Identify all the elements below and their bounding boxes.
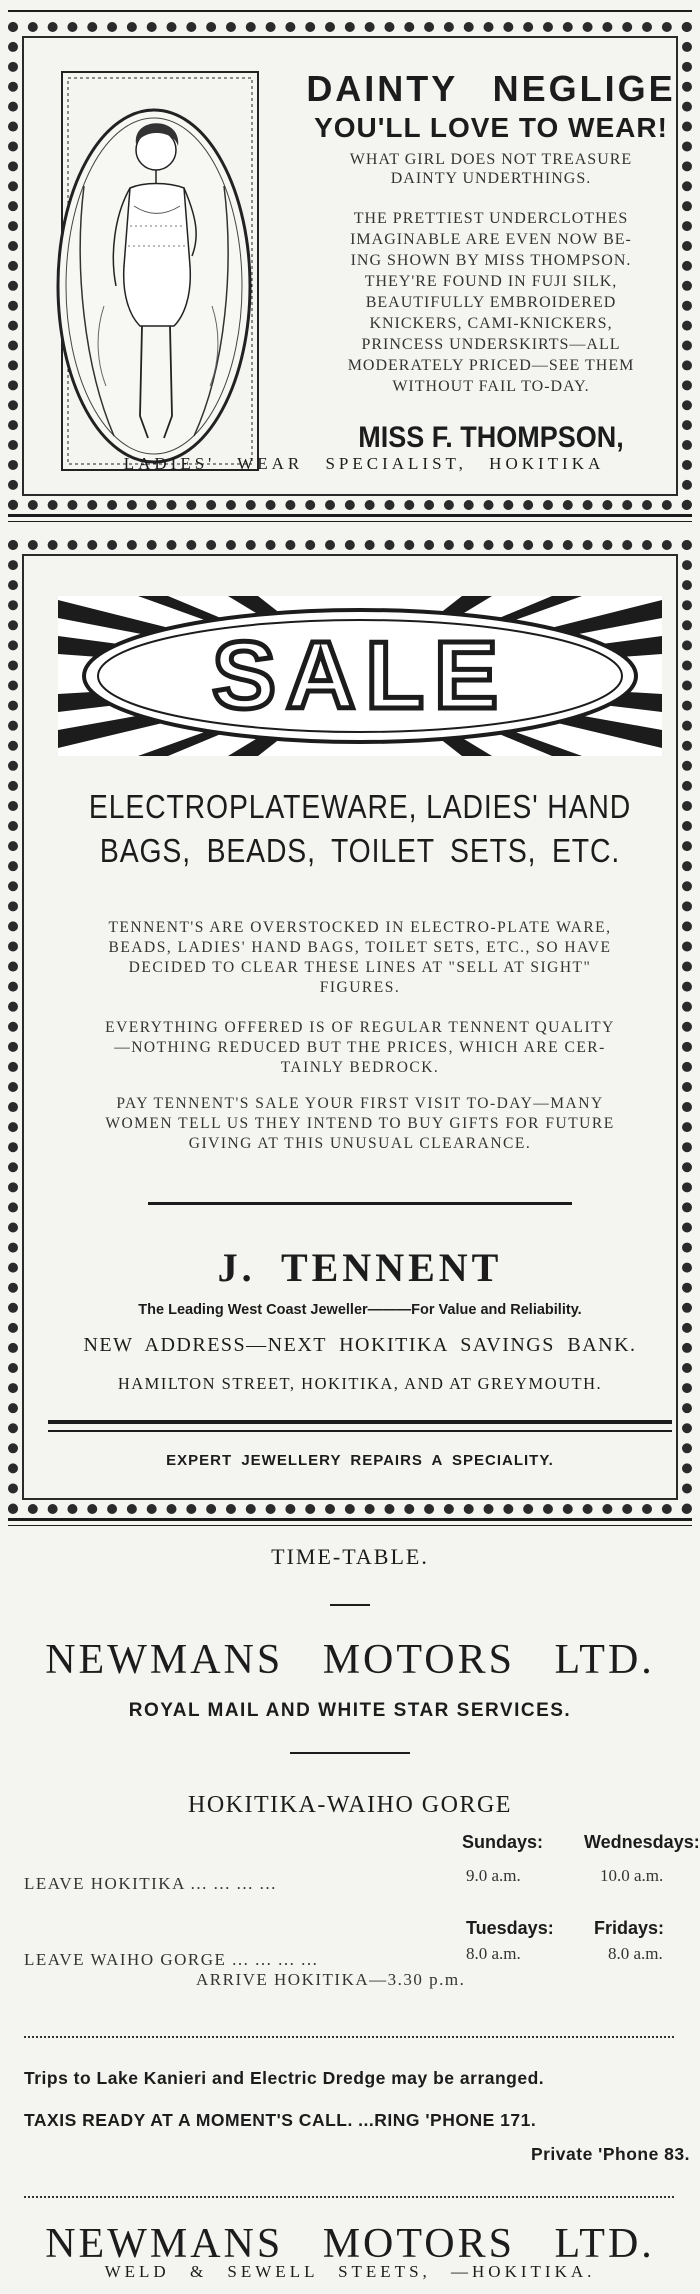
- day-label: Sundays:: [462, 1832, 544, 1852]
- footer-address: WELD & SEWELL STEETS, —HOKITIKA.: [104, 2262, 596, 2281]
- sale-para-line: BEADS, LADIES' HAND BAGS, TOILET SETS, ETC., SO HAVE: [108, 939, 612, 956]
- ad1-shop-name: MISS F. THOMPSON,: [358, 421, 624, 454]
- day-label: Tuesdays:: [466, 1918, 554, 1938]
- taxis-note: TAXIS READY AT A MOMENT'S CALL. ...RING 'PHONE 171.: [24, 2110, 537, 2130]
- route-heading: HOKITIKA-WAIHO GORGE: [188, 1792, 512, 1818]
- sale-heading-line: ELECTROPLATEWARE, LADIES' HAND: [88, 788, 632, 825]
- sale-paragraph-2: [58, 1018, 662, 1078]
- firm-leading-line: The Leading West Coast Jeweller———For Value and Reliability.: [138, 1302, 582, 1318]
- ad1-body-line: PRINCESS UNDERSKIRTS—ALL: [361, 336, 621, 353]
- dotted-rule: [24, 2196, 674, 2198]
- sale-para-line: GIVING AT THIS UNUSUAL CLEARANCE.: [188, 1135, 532, 1152]
- departure-time: 8.0 a.m.: [608, 1944, 663, 1963]
- repairs-speciality: EXPERT JEWELLERY REPAIRS A SPECIALITY.: [166, 1452, 554, 1469]
- leave-waiho-label: LEAVE WAIHO GORGE ... ... ... ...: [24, 1950, 319, 1969]
- ad1-subheadline: YOU'LL LOVE TO WEAR!: [314, 112, 668, 143]
- departure-time: 9.0 a.m.: [466, 1866, 521, 1885]
- day-label: Fridays:: [594, 1918, 665, 1938]
- services-line: ROYAL MAIL AND WHITE STAR SERVICES.: [128, 1700, 572, 1721]
- ad1-intro-line: WHAT GIRL DOES NOT TREASURE: [349, 151, 633, 168]
- lingerie-illustration: [44, 66, 274, 476]
- short-rule: [330, 1604, 370, 1606]
- private-phone: Private 'Phone 83.: [530, 2144, 690, 2164]
- ad1-body-line: THE PRETTIEST UNDERCLOTHES: [353, 210, 629, 227]
- sale-advertisement: [8, 540, 692, 1514]
- ad1-headline: DAINTY NEGLIGE: [306, 68, 676, 109]
- sale-paragraph-3: [58, 1094, 662, 1154]
- timetable-title: TIME-TABLE.: [271, 1544, 429, 1569]
- double-rule: [48, 1420, 672, 1424]
- footer-company-name: NEWMANS MOTORS LTD.: [45, 2221, 655, 2267]
- ad1-body-line: MODERATELY PRICED—SEE THEM: [347, 357, 635, 374]
- sale-paragraph-1: [58, 918, 662, 998]
- divider-rule: [8, 514, 692, 517]
- ad1-body-line: BEAUTIFULLY EMBROIDERED: [365, 294, 617, 311]
- departure-time: 8.0 a.m.: [466, 1944, 521, 1963]
- neglige-advertisement: [8, 22, 692, 510]
- firm-street: HAMILTON STREET, HOKITIKA, AND AT GREYMOUTH.: [117, 1374, 603, 1393]
- leave-hokitika-label: LEAVE HOKITIKA ... ... ... ...: [24, 1874, 277, 1893]
- company-name: NEWMANS MOTORS LTD.: [45, 1637, 655, 1683]
- departure-time: 10.0 a.m.: [600, 1866, 664, 1885]
- sale-para-line: —NOTHING REDUCED BUT THE PRICES, WHICH ARE CER-: [114, 1039, 606, 1056]
- firm-new-address: NEW ADDRESS—NEXT HOKITIKA SAVINGS BANK.: [83, 1334, 637, 1356]
- ad1-body-line: IMAGINABLE ARE EVEN NOW BE-: [350, 231, 632, 248]
- arrive-hokitika: ARRIVE HOKITIKA—3.30 p.m.: [196, 1970, 466, 1989]
- firm-name: J. TENNENT: [217, 1245, 503, 1290]
- sale-para-line: TENNENT'S ARE OVERSTOCKED IN ELECTRO-PLATE WARE,: [108, 919, 612, 936]
- double-rule: [48, 1430, 672, 1432]
- sale-para-line: TAINLY BEDROCK.: [280, 1059, 440, 1076]
- ad1-body-line: ING SHOWN BY MISS THOMPSON.: [350, 252, 632, 269]
- sale-para-line: EVERYTHING OFFERED IS OF REGULAR TENNENT QUALITY: [105, 1019, 615, 1036]
- sale-para-line: WOMEN TELL US THEY INTEND TO BUY GIFTS FOR FUTURE: [105, 1115, 615, 1132]
- sale-heading-line: BAGS, BEADS, TOILET SETS, ETC.: [99, 832, 621, 869]
- trips-note: Trips to Lake Kanieri and Electric Dredge may be arranged.: [24, 2068, 545, 2088]
- sale-banner: [58, 596, 662, 756]
- ad1-intro-line: DAINTY UNDERTHINGS.: [390, 170, 592, 187]
- ad1-body-line: WITHOUT FAIL TO-DAY.: [392, 378, 590, 395]
- sale-para-line: DECIDED TO CLEAR THESE LINES AT "SELL AT SIGHT": [128, 959, 592, 976]
- top-rule: [8, 10, 692, 12]
- sale-para-line: PAY TENNENT'S SALE YOUR FIRST VISIT TO-DAY—MANY: [116, 1095, 604, 1112]
- dotted-rule: [24, 2036, 674, 2038]
- sale-para-line: FIGURES.: [319, 979, 401, 996]
- sale-banner-word: SALE: [211, 622, 509, 729]
- ad1-tagline: LADIES' WEAR SPECIALIST, HOKITIKA: [123, 454, 605, 473]
- divider-rule: [8, 1525, 692, 1526]
- short-rule: [290, 1752, 410, 1754]
- divider-rule: [8, 521, 692, 522]
- sale-separator: [148, 1202, 572, 1205]
- ad1-body-line: THEY'RE FOUND IN FUJI SILK,: [364, 273, 618, 290]
- divider-rule: [8, 1518, 692, 1521]
- ad1-body-line: KNICKERS, CAMI-KNICKERS,: [369, 315, 613, 332]
- day-label: Wednesdays:: [584, 1832, 700, 1852]
